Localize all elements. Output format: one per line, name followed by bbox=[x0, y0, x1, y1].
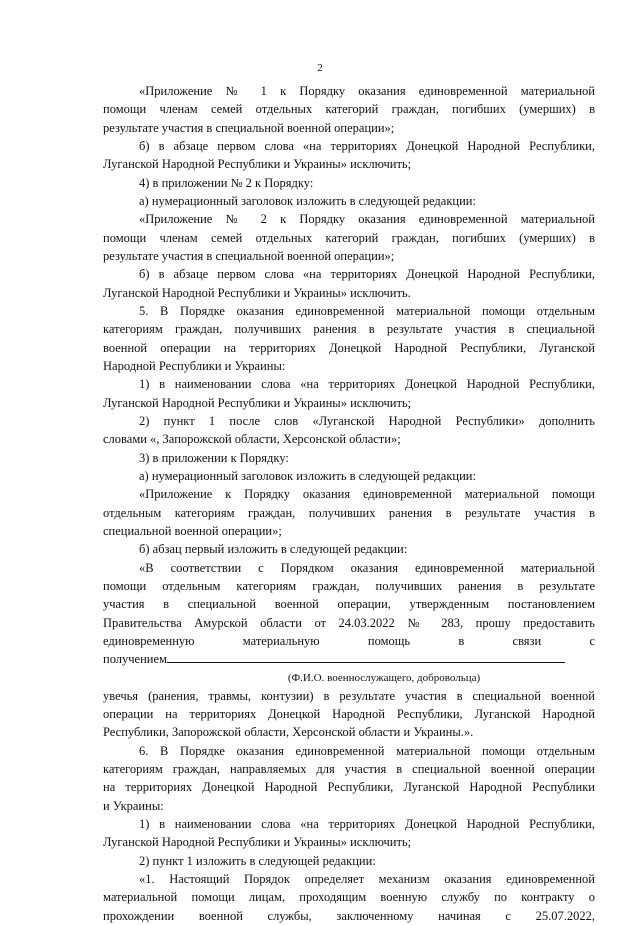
text-line: помощи отдельным категориям граждан, получивших ранения в результате bbox=[103, 578, 595, 593]
text-line: категориям граждан, направляемых для участия в специальной военной операции bbox=[103, 762, 595, 777]
text-line: 2) пункт 1 изложить в следующей редакции: bbox=[139, 853, 376, 868]
text-line: Народной Республики и Украины: bbox=[103, 358, 286, 373]
text-line: 3) в приложении к Порядку: bbox=[139, 450, 289, 465]
text-line: а) нумерационный заголовок изложить в следующей редакции: bbox=[139, 468, 476, 483]
text-line: б) в абзаце первом слова «на территориях Донецкой Народной Республики, bbox=[139, 138, 595, 153]
text-line: и Украины: bbox=[103, 798, 164, 813]
text-line: Луганской Народной Республики и Украины» исключить. bbox=[103, 285, 411, 300]
text-line: Луганской Народной Республики и Украины» исключить; bbox=[103, 157, 412, 172]
field-caption: (Ф.И.О. военнослужащего, добровольца) bbox=[287, 671, 481, 684]
text-line: категориям граждан, получивших ранения в результате участия в специальной bbox=[103, 322, 595, 337]
text-line: помощи членам семей отдельных категорий граждан, погибших (умерших) в bbox=[103, 230, 595, 245]
text-line: «Приложение № 1 к Порядку оказания единовременной материальной bbox=[139, 84, 595, 98]
text-line: отдельным категориям граждан, получивших ранения в результате участия в bbox=[103, 505, 595, 520]
text-line: а) нумерационный заголовок изложить в следующей редакции: bbox=[139, 193, 476, 208]
text-line: военной операции на территориях Донецкой Народной Республики, Луганской bbox=[103, 340, 595, 355]
text-line: «Приложение № 2 к Порядку оказания единовременной материальной bbox=[139, 212, 595, 227]
text-line: б) абзац первый изложить в следующей редакции: bbox=[139, 542, 408, 557]
text-line: прохождении военной службы, заключенному начиная с 25.07.2022, bbox=[103, 908, 595, 923]
text-line: 4) в приложении № 2 к Порядку: bbox=[139, 175, 314, 190]
page-number: 2 bbox=[317, 62, 323, 74]
text-line: операции на территориях Донецкой Народной Республики, Луганской Народной bbox=[103, 707, 595, 722]
text-line: Правительства Амурской области от 24.03.2022 № 283, прошу предоставить bbox=[103, 615, 595, 630]
text-line: Луганской Народной Республики и Украины» исключить; bbox=[103, 395, 412, 410]
text-line: помощи членам семей отдельных категорий граждан, погибших (умерших) в bbox=[103, 102, 595, 117]
text-line: «В соответствии с Порядком оказания единовременной материальной bbox=[139, 560, 595, 575]
text-line: «Приложение к Порядку оказания единовременной материальной помощи bbox=[139, 487, 595, 502]
text-line: 6. В Порядке оказания единовременной материальной помощи отдельным bbox=[139, 743, 595, 758]
text-line: 1) в наименовании слова «на территориях Донецкой Народной Республики, bbox=[139, 817, 595, 832]
text-line: единовременную материальную помощь в связи с bbox=[103, 633, 595, 648]
text-line: получением bbox=[103, 652, 167, 667]
blank-underline bbox=[167, 661, 565, 663]
text-line: словами «, Запорожской области, Херсонской области»; bbox=[103, 432, 401, 447]
text-line: увечья (ранения, травмы, контузии) в результате участия в специальной военной bbox=[103, 688, 595, 703]
text-line: 2) пункт 1 после слов «Луганской Народной Республики» дополнить bbox=[139, 413, 595, 428]
text-line: «1. Настоящий Порядок определяет механизм оказания единовременной bbox=[139, 872, 595, 887]
fill-in-line bbox=[103, 650, 595, 668]
text-line: результате участия в специальной военной операции»; bbox=[103, 248, 395, 263]
text-line: материальной помощи лицам, проходящим военную службу по контракту о bbox=[103, 890, 595, 905]
text-line: специальной военной операции»; bbox=[103, 523, 282, 538]
text-line: Республики, Запорожской области, Херсонской области и Украины.». bbox=[103, 725, 474, 740]
text-line: на территориях Донецкой Народной Республики, Луганской Народной Республики bbox=[103, 780, 595, 795]
document-body bbox=[103, 82, 595, 925]
text-line: 5. В Порядке оказания единовременной материальной помощи отдельным bbox=[139, 303, 595, 318]
text-line: б) в абзаце первом слова «на территориях Донецкой Народной Республики, bbox=[139, 267, 595, 282]
text-line: результате участия в специальной военной операции»; bbox=[103, 120, 395, 135]
text-line: 1) в наименовании слова «на территориях Донецкой Народной Республики, bbox=[139, 377, 595, 392]
text-line: участия в специальной военной операции, утвержденным постановлением bbox=[103, 597, 595, 612]
text-line: Луганской Народной Республики и Украины» исключить; bbox=[103, 835, 412, 850]
